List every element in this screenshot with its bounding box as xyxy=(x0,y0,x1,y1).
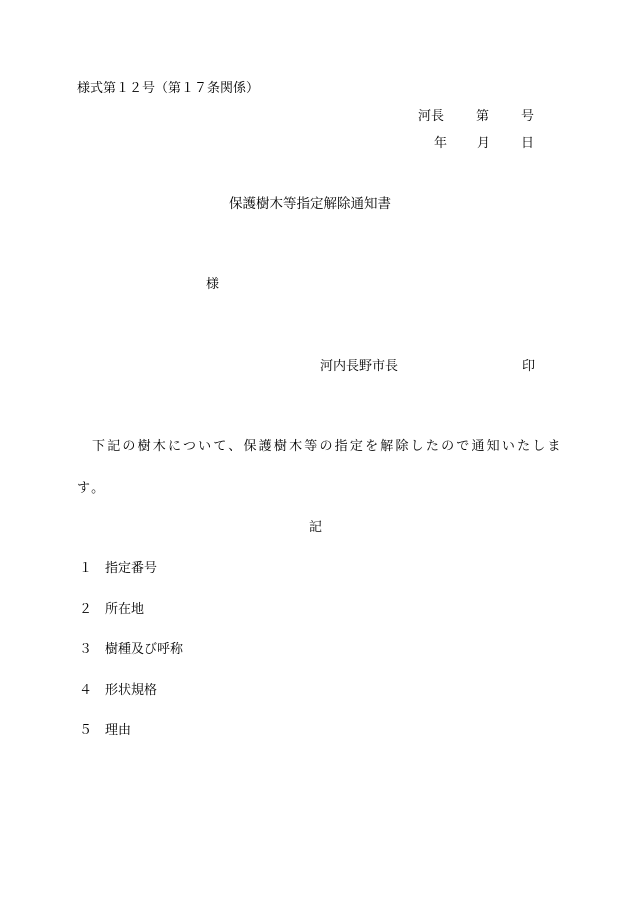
date-day: 日 xyxy=(521,136,535,151)
reference-prefix: 河長 xyxy=(418,109,445,124)
reference-dai: 第 xyxy=(476,109,490,124)
body-text-line-2: す。 xyxy=(77,481,107,496)
form-number-header: 様式第１２号（第１７条関係） xyxy=(77,81,260,96)
item-number: １ xyxy=(79,561,93,576)
list-item xyxy=(79,603,144,616)
item-number: ４ xyxy=(79,683,93,698)
item-number: ５ xyxy=(79,723,93,738)
list-item xyxy=(79,684,157,697)
item-label: 指定番号 xyxy=(105,561,158,576)
date-year: 年 xyxy=(434,136,448,151)
item-number: ２ xyxy=(79,602,93,617)
item-label: 形状規格 xyxy=(105,683,158,698)
list-item xyxy=(79,562,157,575)
date-month: 月 xyxy=(477,136,491,151)
ki-heading: 記 xyxy=(309,520,323,535)
list-item xyxy=(79,724,131,737)
list-item xyxy=(79,643,183,656)
item-label: 理由 xyxy=(105,723,132,738)
seal-mark: 印 xyxy=(522,359,536,374)
item-label: 樹種及び呼称 xyxy=(105,642,184,657)
item-label: 所在地 xyxy=(105,602,145,617)
document-title: 保護樹木等指定解除通知書 xyxy=(229,196,391,212)
reference-go: 号 xyxy=(521,109,535,124)
item-number: ３ xyxy=(79,642,93,657)
recipient-suffix: 様 xyxy=(206,277,220,292)
body-text-line-1: 下記の樹木について、保護樹木等の指定を解除したので通知いたしま xyxy=(92,439,563,454)
issuer-name: 河内長野市長 xyxy=(320,359,399,374)
